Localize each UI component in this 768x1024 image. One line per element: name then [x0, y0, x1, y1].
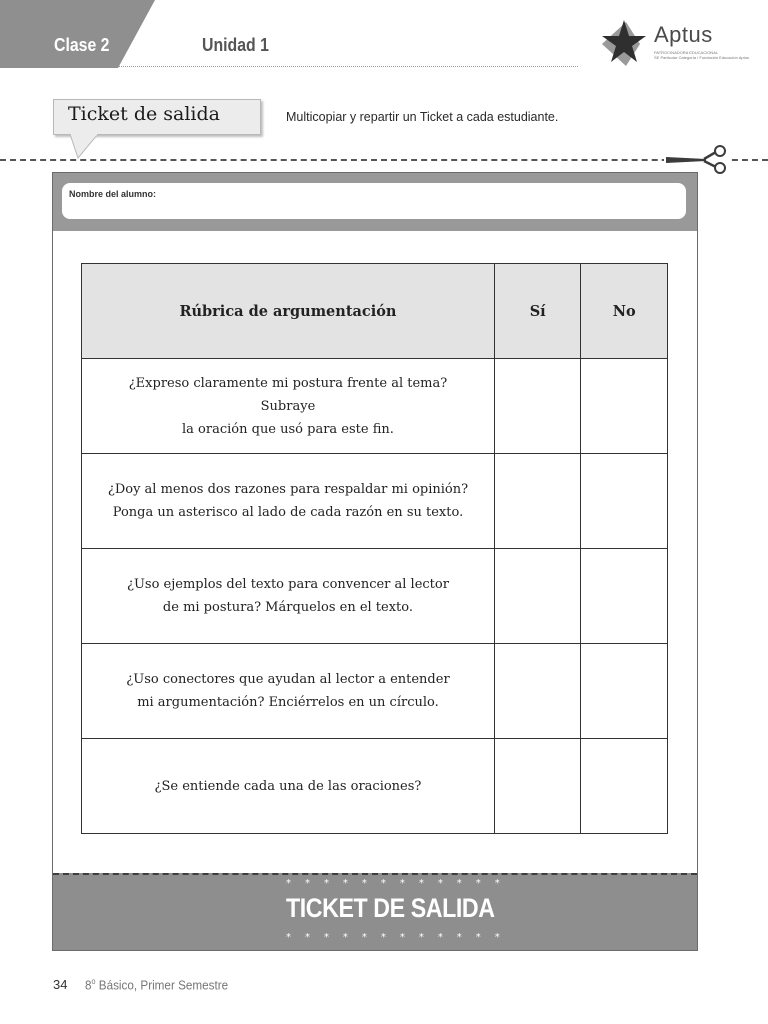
- criterion-line: ¿Doy al menos dos razones para respaldar mi opinión?: [107, 482, 469, 497]
- callout-tail: [70, 134, 100, 160]
- grade-rest: Básico, Primer Semestre: [95, 977, 229, 993]
- si-checkbox-cell[interactable]: [494, 454, 581, 549]
- no-checkbox-cell[interactable]: [581, 359, 668, 454]
- criterion-cell: [82, 549, 495, 644]
- clase-label: Clase 2: [54, 35, 110, 55]
- grade-number: 8: [85, 977, 92, 993]
- criterion-cell: [82, 359, 495, 454]
- criterion-cell: [82, 739, 495, 834]
- banner-stars-top: * * * * * * * * * * * *: [286, 878, 506, 889]
- page-footer-text: [85, 977, 228, 992]
- criterion-line: de mi postura? Márquelos en el texto.: [162, 600, 414, 615]
- table-header-row: [82, 264, 668, 359]
- table-row: [82, 549, 668, 644]
- student-name-label: Nombre del alumno:: [69, 189, 157, 199]
- logo-tagline: [654, 50, 749, 60]
- si-checkbox-cell[interactable]: [494, 549, 581, 644]
- si-checkbox-cell[interactable]: [494, 739, 581, 834]
- table-row: [82, 359, 668, 454]
- criterion-line: Ponga un asterisco al lado de cada razón en su texto.: [112, 505, 464, 520]
- table-row: [82, 644, 668, 739]
- table-row: [82, 739, 668, 834]
- criterion-line: ¿Expreso claramente mi postura frente al tema?: [128, 375, 448, 391]
- logo-name: Aptus: [654, 22, 713, 47]
- scissors-icon: [664, 144, 728, 174]
- banner-title: TICKET DE SALIDA: [286, 893, 495, 923]
- banner-stars-bottom: * * * * * * * * * * * *: [286, 932, 506, 943]
- criterion-line: mi argumentación? Enciérrelos en un círculo.: [137, 695, 439, 710]
- header-no: No: [581, 264, 668, 359]
- criterion-line: Subraye: [260, 398, 316, 414]
- no-checkbox-cell[interactable]: [581, 644, 668, 739]
- no-checkbox-cell[interactable]: [581, 549, 668, 644]
- logo-subline: SE Particular Categoría / Fundación Educación Aptus: [654, 55, 749, 60]
- header-divider: [118, 66, 578, 67]
- header-si: Sí: [494, 264, 581, 359]
- header-rubric: Rúbrica de argumentación: [82, 264, 495, 359]
- criterion-line: ¿Uso conectores que ayudan al lector a entender: [126, 672, 450, 687]
- table-row: [82, 454, 668, 549]
- rubric-table: [81, 263, 668, 834]
- page-number: 34: [53, 977, 68, 992]
- no-checkbox-cell[interactable]: [581, 454, 668, 549]
- cut-line: [0, 159, 768, 161]
- criterion-line: ¿Se entiende cada una de las oraciones?: [154, 778, 422, 794]
- clase-tab: [0, 0, 160, 68]
- ticket-callout-title: Ticket de salida: [68, 103, 220, 125]
- criterion-cell: [82, 644, 495, 739]
- criterion-line: ¿Uso ejemplos del texto para convencer al lector: [126, 577, 449, 592]
- criterion-cell: [82, 454, 495, 549]
- si-checkbox-cell[interactable]: [494, 644, 581, 739]
- logo-tagline-line: PATROCINADORA EDUCACIONAL: [654, 50, 719, 55]
- criterion-line: la oración que usó para este fin.: [182, 421, 394, 437]
- unidad-label: Unidad 1: [202, 35, 269, 55]
- banner-cut-line: [53, 873, 697, 875]
- instruction-text: Multicopiar y repartir un Ticket a cada estudiante.: [286, 110, 559, 124]
- si-checkbox-cell[interactable]: [494, 359, 581, 454]
- grade-suffix: o: [91, 977, 96, 986]
- no-checkbox-cell[interactable]: [581, 739, 668, 834]
